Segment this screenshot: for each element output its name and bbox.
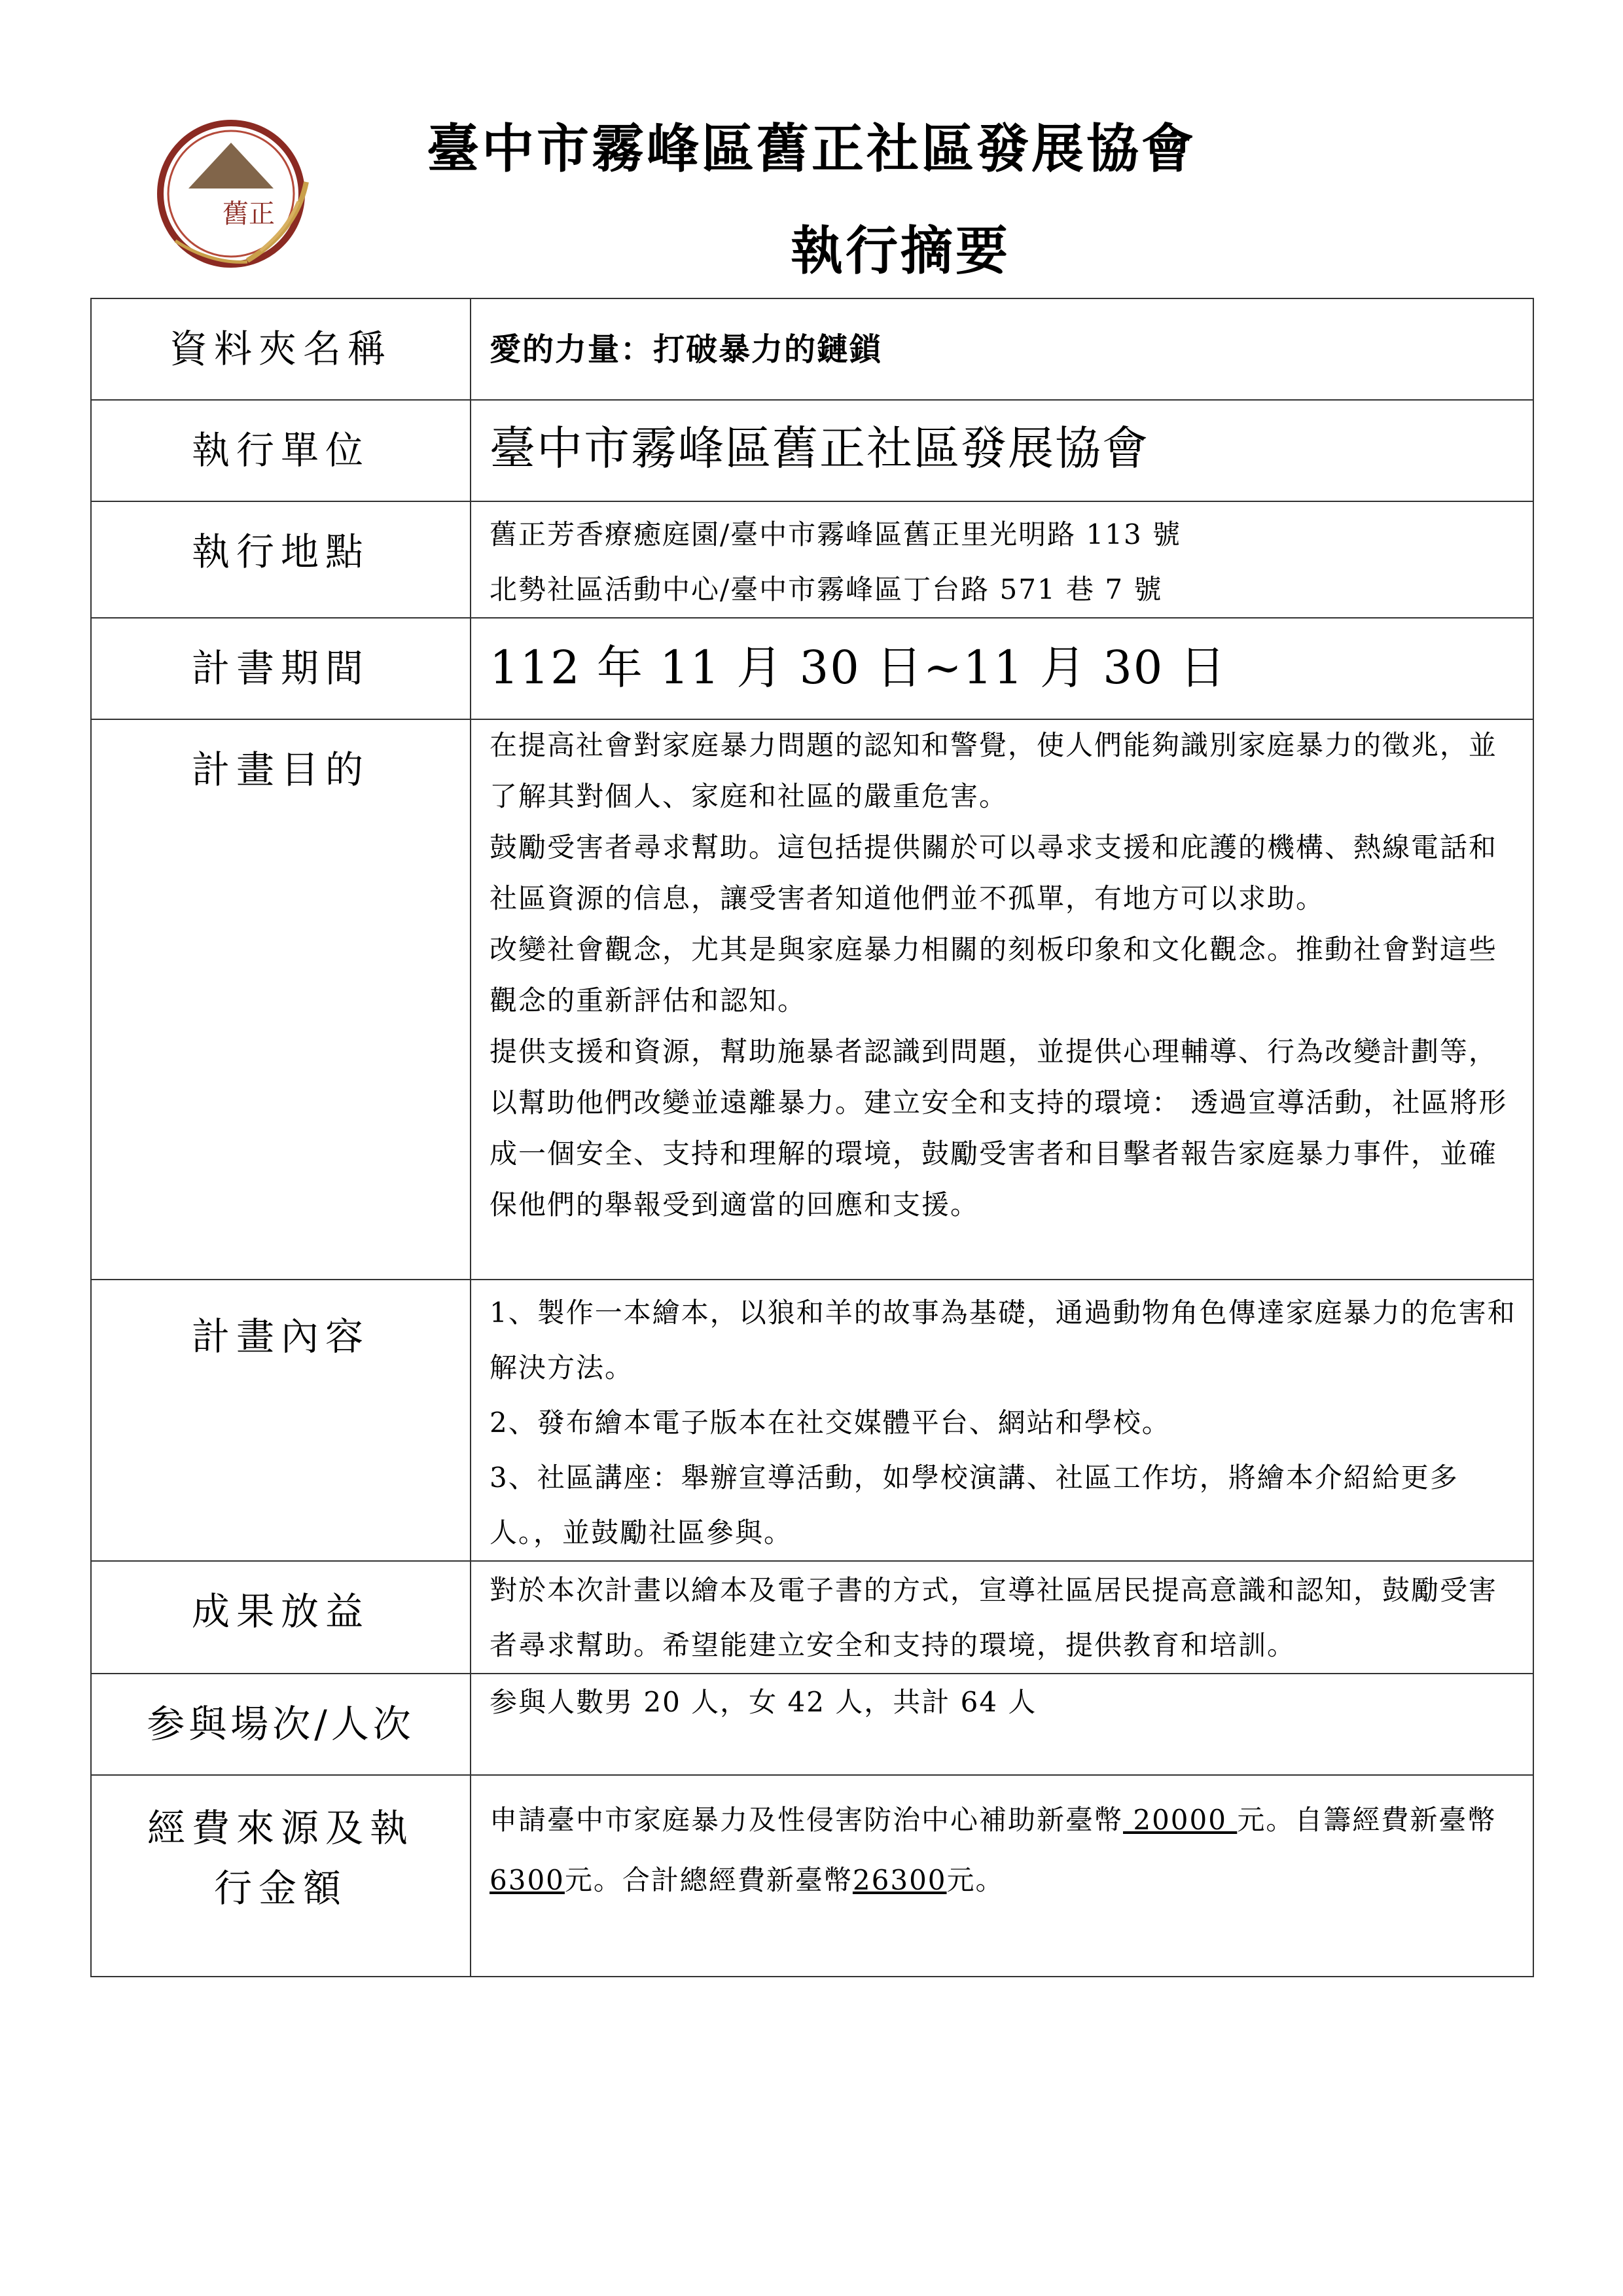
funding-amount-self: 6300 <box>490 1864 565 1896</box>
table-row-purpose <box>91 719 1533 1280</box>
summary-table <box>90 298 1534 1977</box>
period-value: 112 年 11 月 30 日~11 月 30 日 <box>471 618 1533 719</box>
location-label: 執行地點 <box>91 501 471 618</box>
purpose-paragraph-4: 提供支援和資源，幫助施暴者認識到問題，並提供心理輔導、行為改變計劃等，以幫助他們改變並遠離暴力。建立安全和支持的環境： 透過宣導活動，社區將形成一個安全、支持和理解的環境，鼓勵受害者和目擊者報告家庭暴力事件，並確保他們的舉報受到適當的回應和支援。 <box>490 1035 1508 1221</box>
funding-amount-total: 26300 <box>852 1864 947 1896</box>
content-paragraph-1: 1、製作一本繪本，以狼和羊的故事為基礎，通過動物角色傳達家庭暴力的危害和解決方法。 <box>490 1297 1516 1384</box>
unit-value: 臺中市霧峰區舊正社區發展協會 <box>471 400 1533 501</box>
content-paragraph-3: 3、社區講座：舉辦宣導活動，如學校演講、社區工作坊，將繪本介紹給更多人。，並鼓勵社區參與。 <box>490 1462 1459 1549</box>
folder-label: 資料夾名稱 <box>91 298 471 400</box>
table-row-content <box>91 1280 1533 1561</box>
funding-amount-subsidy: 20000 <box>1123 1804 1238 1836</box>
purpose-value <box>471 719 1533 1280</box>
table-row-folder <box>91 298 1533 400</box>
content-paragraph-2: 2、發布繪本電子版本在社交媒體平台、網站和學校。 <box>490 1407 1171 1439</box>
table-row-location <box>91 501 1533 618</box>
purpose-paragraph-2: 鼓勵受害者尋求幫助。這包括提供關於可以尋求支援和庇護的機構、熱線電話和社區資源的信息，讓受害者知道他們並不孤單，有地方可以求助。 <box>490 831 1498 914</box>
organization-title: 臺中市霧峰區舊正社區發展協會 <box>427 118 1196 179</box>
purpose-paragraph-1: 在提高社會對家庭暴力問題的認知和警覺，使人們能夠識別家庭暴力的徵兆，並了解其對個人、家庭和社區的嚴重危害。 <box>490 729 1498 812</box>
content-value <box>471 1280 1533 1561</box>
table-row-unit <box>91 400 1533 501</box>
benefit-label: 成果放益 <box>91 1561 471 1674</box>
funding-label-line-1: 經費來源及執 <box>147 1806 414 1850</box>
unit-label: 執行單位 <box>91 400 471 501</box>
funding-label <box>91 1775 471 1977</box>
benefit-value: 對於本次計畫以繪本及電子書的方式，宣導社區居民提高意識和認知，鼓勵受害者尋求幫助。希望能建立安全和支持的環境，提供教育和培訓。 <box>471 1561 1533 1674</box>
table-row-funding <box>91 1775 1533 1977</box>
document-title: 執行摘要 <box>791 220 1010 281</box>
table-row-period <box>91 618 1533 719</box>
purpose-label: 計畫目的 <box>91 719 471 1280</box>
location-value <box>471 501 1533 618</box>
location-line-2: 北勢社區活動中心/臺中市霧峰區丁台路 571 巷 7 號 <box>490 573 1163 605</box>
folder-value: 愛的力量：打破暴力的鏈鎖 <box>471 298 1533 400</box>
funding-text-2: 元。自籌經費新臺幣 <box>1237 1804 1497 1836</box>
participants-value: 参與人數男 20 人，女 42 人，共計 64 人 <box>471 1674 1533 1775</box>
funding-text-4: 元。 <box>946 1864 1005 1896</box>
logo-text: 舊正 <box>223 199 275 229</box>
funding-value <box>471 1775 1533 1977</box>
table-row-participants <box>91 1674 1533 1775</box>
purpose-paragraph-3: 改變社會觀念，尤其是與家庭暴力相關的刻板印象和文化觀念。推動社會對這些觀念的重新評估和認知。 <box>490 933 1498 1016</box>
location-line-1: 舊正芳香療癒庭園/臺中市霧峰區舊正里光明路 113 號 <box>490 518 1182 550</box>
content-label: 計畫內容 <box>91 1280 471 1561</box>
table-row-benefit <box>91 1561 1533 1674</box>
funding-label-line-2: 行金額 <box>213 1866 348 1910</box>
funding-text-3: 元。合計總經費新臺幣 <box>564 1864 853 1896</box>
period-label: 計書期間 <box>91 618 471 719</box>
funding-text-1: 申請臺中市家庭暴力及性侵害防治中心補助新臺幣 <box>490 1804 1124 1836</box>
participants-label: 参與場次/人次 <box>91 1674 471 1775</box>
